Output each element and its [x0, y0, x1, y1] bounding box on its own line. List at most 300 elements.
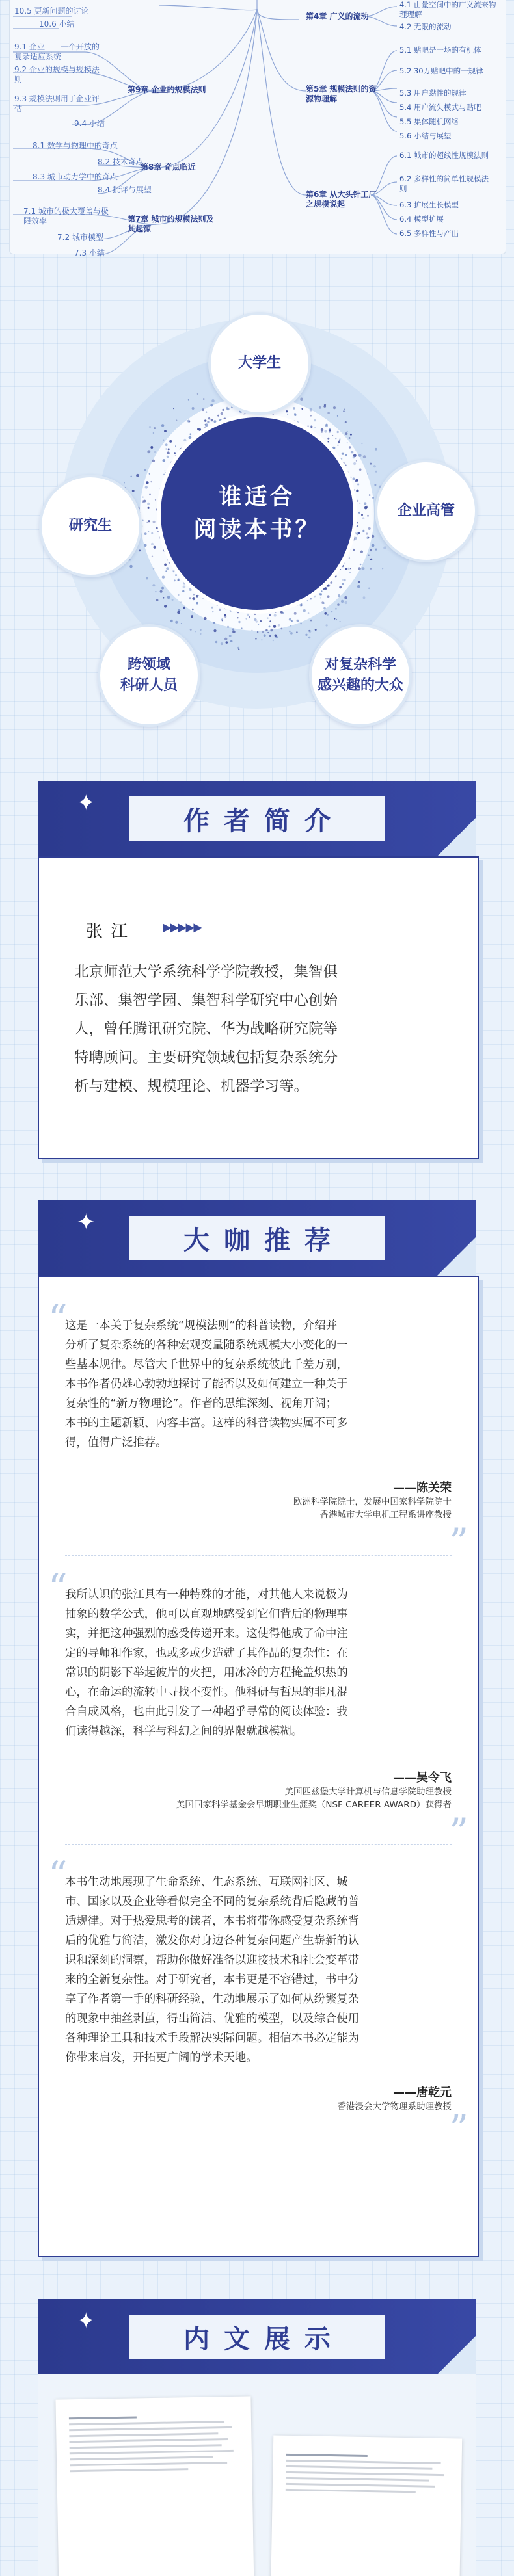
audience-center-line1: 谁适合	[219, 484, 295, 510]
decor-dot	[370, 549, 372, 551]
decor-dot	[165, 448, 167, 449]
decor-dot	[148, 507, 150, 509]
decor-dot	[158, 524, 159, 525]
mindmap-chapter: 第4章 广义的流动	[306, 12, 369, 21]
decor-dot	[209, 599, 211, 601]
decor-dot	[321, 432, 323, 433]
review-line: 本书的主题新颖、内容丰富。这样的科普读物实属不可多	[65, 1417, 348, 1430]
mindmap-chapter: 第6章 从大头针工厂之规模说起	[306, 190, 377, 209]
audience-node-label: 对复杂科学	[324, 657, 396, 673]
decor-dot	[367, 515, 369, 517]
decor-dot	[339, 586, 342, 589]
decor-dot	[324, 430, 327, 432]
decor-dot	[305, 634, 307, 636]
decor-dot	[213, 622, 215, 624]
decor-dot	[170, 462, 173, 464]
audience-section	[0, 306, 514, 748]
review-line: 我所认识的张江具有一种特殊的才能，对其他人来说极为	[65, 1588, 348, 1601]
decor-dot	[175, 621, 178, 624]
decor-dot	[353, 531, 356, 534]
decor-dot	[280, 628, 282, 630]
decor-dot	[255, 638, 257, 640]
decor-dot	[157, 504, 159, 506]
decor-dot	[153, 521, 156, 523]
decor-dot	[175, 455, 176, 456]
audience-node-graduate	[39, 475, 142, 577]
decor-dot	[145, 486, 148, 488]
decor-dot	[293, 421, 296, 423]
decor-dot	[335, 438, 336, 439]
decor-dot	[372, 544, 375, 547]
decor-dot	[202, 430, 204, 431]
decor-dot	[344, 579, 346, 581]
decor-dot	[351, 451, 353, 453]
decor-dot	[243, 413, 246, 415]
decor-dot	[217, 415, 219, 417]
decor-dot	[294, 612, 297, 615]
decor-dot	[156, 527, 158, 529]
decor-dot	[232, 631, 236, 634]
decor-dot	[160, 590, 163, 593]
decor-dot	[287, 414, 288, 415]
decor-dot	[232, 628, 234, 630]
quote-close-icon: ”	[449, 1810, 468, 1854]
decor-dot	[247, 614, 249, 616]
decor-dot	[325, 588, 327, 590]
decor-dot	[372, 497, 374, 499]
author-bio-line: 特聘顾问。主要研究领域包括复杂系统分	[74, 1049, 338, 1066]
decor-dot	[161, 424, 164, 427]
contents-mindmap	[0, 0, 514, 267]
decor-dot	[348, 547, 351, 550]
decor-dot	[264, 634, 266, 637]
decor-dot	[226, 408, 229, 410]
decor-dot	[161, 587, 164, 590]
decor-dot	[224, 614, 226, 616]
decor-dot	[144, 469, 146, 471]
decor-dot	[167, 559, 168, 560]
decor-dot	[221, 642, 223, 645]
decor-dot	[200, 629, 202, 631]
review-line: 本书生动地展现了生命系统、生态系统、互联网社区、城	[65, 1876, 348, 1889]
decor-dot	[222, 409, 224, 411]
decor-dot	[163, 459, 166, 462]
decor-dot	[332, 435, 333, 436]
review-text	[65, 1873, 449, 2068]
decor-dot	[262, 631, 264, 633]
decor-dot	[237, 647, 239, 649]
decor-dot	[189, 588, 192, 591]
decor-dot	[176, 454, 179, 456]
decor-dot	[314, 596, 316, 598]
decor-dot	[229, 635, 232, 637]
mindmap-right-item: 4.1 由量空间中的广义流来物理理解	[399, 0, 496, 19]
decor-dot	[174, 579, 176, 581]
decor-dot	[327, 595, 330, 598]
decor-dot	[347, 568, 350, 570]
decor-dot	[362, 530, 364, 532]
decor-dot	[183, 607, 185, 609]
decor-dot	[192, 407, 195, 410]
decor-dot	[310, 598, 312, 599]
decor-dot	[290, 625, 291, 626]
decor-dot	[269, 620, 271, 622]
audience-node-label: 研究生	[68, 518, 112, 534]
mindmap-chapter: 第5章 规模法则的资源物理解	[306, 85, 377, 103]
decor-dot	[178, 594, 180, 596]
arrows-icon: ▶▶▶▶▶	[163, 921, 202, 934]
decor-dot	[353, 490, 355, 492]
decor-dot	[315, 629, 317, 631]
decor-dot	[129, 565, 133, 568]
decor-dot	[169, 440, 172, 443]
decor-dot	[321, 590, 322, 592]
mindmap-left-item: 9.4 小结	[74, 119, 105, 128]
decor-dot	[130, 476, 132, 478]
decor-dot	[269, 625, 271, 627]
decor-dot	[354, 503, 357, 506]
review-line: 来的全新复杂性。对于研究者，本书更是不容错过，书中分	[65, 1973, 360, 1986]
decor-dot	[204, 419, 206, 421]
decor-dot	[167, 456, 169, 458]
decor-dot	[251, 630, 252, 631]
decor-dot	[329, 428, 331, 430]
decor-dot	[149, 426, 151, 428]
author-bio-line: 人，曾任腾讯研究院、华为战略研究院等	[74, 1021, 338, 1038]
decor-dot	[370, 463, 372, 465]
review-text	[65, 1585, 449, 1741]
decor-dot	[336, 619, 337, 620]
decor-dot	[320, 597, 321, 598]
decor-dot	[161, 540, 163, 542]
audience-node-public	[309, 624, 412, 727]
decor-dot	[189, 436, 192, 439]
decor-dot	[363, 596, 366, 599]
decor-dot	[294, 413, 296, 415]
decor-dot	[345, 601, 347, 604]
review-line: 们读得越深，科学与科幻之间的界限就越模糊。	[65, 1725, 303, 1738]
mindmap-chapter: 第9章 企业的规模法则	[128, 85, 206, 94]
decor-dot	[211, 399, 215, 402]
decor-dot	[345, 465, 346, 466]
decor-dot	[299, 603, 302, 606]
decor-dot	[237, 611, 240, 614]
decor-dot	[342, 579, 343, 581]
mindmap-left-item: 10.5 更新问题的讨论	[14, 7, 89, 16]
reviewer-affiliation: 美国国家科学基金会早期职业生涯奖（NSF CAREER AWARD）获得者	[176, 1800, 452, 1810]
decor-dot	[300, 623, 302, 625]
decor-dot	[159, 537, 161, 539]
decor-dot	[260, 620, 262, 622]
decor-dot	[271, 629, 273, 631]
reviewer-affiliation: 欧洲科学院院士，发展中国家科学院院士	[293, 1497, 452, 1507]
decor-dot	[177, 611, 180, 614]
decor-dot	[323, 602, 325, 604]
decor-dot	[148, 520, 150, 522]
reviews-banner	[38, 1200, 476, 1276]
decor-dot	[167, 451, 170, 454]
decor-dot	[226, 641, 228, 644]
decor-dot	[296, 631, 297, 633]
decor-dot	[334, 575, 336, 577]
decor-dot	[154, 451, 156, 453]
reviewer-affiliation: 香港城市大学电机工程系讲座教授	[319, 1510, 452, 1520]
decor-dot	[353, 462, 356, 465]
decor-dot	[198, 592, 201, 596]
decor-dot	[153, 432, 154, 434]
decor-dot	[358, 512, 360, 514]
quote-open-icon: “	[48, 1566, 68, 1610]
review-line: 定的导师和作家，也或多或少造就了其作品的复杂性：在	[65, 1647, 348, 1660]
decor-dot	[357, 500, 358, 502]
decor-dot	[353, 456, 355, 458]
audience-center	[161, 417, 353, 610]
decor-dot	[190, 440, 191, 441]
decor-dot	[321, 428, 324, 432]
decor-dot	[219, 609, 221, 611]
decor-dot	[358, 454, 362, 457]
decor-dot	[146, 522, 148, 523]
audience-node-label: 企业高管	[397, 503, 455, 519]
decor-dot	[358, 581, 360, 583]
mindmap-left-item: 8.3 城市动力学中的奇点	[33, 172, 118, 181]
decor-dot	[213, 420, 216, 423]
audience-node-executive	[375, 460, 478, 562]
decor-dot	[286, 410, 288, 412]
quote-close-icon: ”	[449, 1520, 468, 1564]
decor-dot	[331, 611, 332, 612]
decor-dot	[195, 631, 196, 632]
decor-dot	[230, 611, 232, 612]
review-signature	[176, 1768, 452, 1811]
decor-dot	[222, 620, 223, 621]
decor-dot	[345, 568, 347, 570]
mindmap-left-item: 7.3 小结	[74, 248, 105, 257]
decor-dot	[174, 452, 176, 454]
decor-dot	[139, 549, 141, 551]
decor-dot	[146, 481, 149, 484]
decor-dot	[361, 443, 362, 444]
decor-dot	[314, 427, 316, 428]
decor-dot	[308, 630, 311, 633]
audience-node-student	[208, 312, 311, 415]
audience-node-researcher	[98, 624, 200, 727]
decor-dot	[323, 607, 326, 610]
decor-dot	[189, 421, 191, 423]
review-line: 的现象中抽丝剥茧，得出简洁、优雅的模型，以及综合使用	[65, 2012, 360, 2025]
decor-dot	[372, 535, 374, 538]
decor-dot	[337, 445, 339, 447]
decor-dot	[329, 431, 331, 433]
decor-dot	[176, 419, 177, 421]
decor-dot	[164, 605, 167, 607]
decor-dot	[132, 490, 135, 492]
decor-dot	[327, 438, 329, 440]
decor-dot	[168, 448, 170, 450]
decor-dot	[164, 470, 165, 471]
decor-dot	[204, 424, 206, 425]
decor-dot	[353, 538, 355, 541]
review-line: 合自成风格，也由此引发了一种超乎寻常的阅读体验：我	[65, 1705, 348, 1718]
decor-dot	[357, 525, 358, 527]
decor-dot	[363, 455, 366, 458]
decor-dot	[302, 408, 303, 410]
decor-dot	[303, 609, 306, 612]
decor-dot	[359, 503, 360, 504]
decor-dot	[268, 611, 271, 613]
preview-page-left	[55, 2396, 254, 2576]
mindmap-right-item: 4.2 无限的流动	[399, 22, 452, 31]
decor-dot	[261, 639, 262, 640]
decor-dot	[350, 477, 352, 479]
banner-corner	[437, 2335, 476, 2374]
mindmap-right-item: 5.2 30万贴吧中的一规律	[399, 66, 483, 75]
decor-dot	[258, 624, 259, 625]
author-title: 作者简介	[129, 796, 385, 841]
decor-dot	[152, 460, 155, 462]
decor-dot	[202, 408, 203, 410]
decor-dot	[310, 415, 312, 416]
decor-dot	[327, 584, 331, 587]
decor-dot	[345, 432, 347, 435]
decor-dot	[340, 458, 342, 460]
decor-dot	[170, 620, 173, 622]
decor-dot	[166, 567, 169, 570]
decor-dot	[191, 615, 193, 618]
decor-dot	[165, 443, 168, 446]
sparkle-icon: ✦	[77, 1209, 96, 1235]
decor-dot	[338, 441, 340, 443]
decor-dot	[366, 532, 368, 534]
decor-dot	[324, 612, 327, 615]
decor-dot	[367, 473, 368, 475]
decor-dot	[162, 576, 165, 579]
mindmap-left-item: 10.6 小结	[39, 20, 75, 29]
decor-dot	[165, 570, 167, 572]
decor-dot	[334, 573, 336, 575]
decor-dot	[183, 439, 186, 441]
decor-dot	[278, 624, 280, 627]
decor-dot	[325, 424, 327, 426]
review-line: 些基本规律。尽管大千世界中的复杂系统彼此千差万别，	[65, 1358, 348, 1371]
decor-dot	[142, 520, 143, 521]
decor-dot	[200, 432, 202, 433]
banner-corner	[437, 817, 476, 856]
decor-dot	[208, 421, 210, 423]
decor-dot	[148, 531, 150, 532]
review-line: 适规律。对于热爱思考的读者，本书将带你感受复杂系统背	[65, 1915, 360, 1928]
decor-dot	[190, 629, 192, 631]
reviews-card	[38, 1276, 479, 2257]
decor-dot	[310, 620, 312, 622]
decor-dot	[180, 601, 182, 603]
decor-dot	[249, 616, 250, 618]
preview-page-right	[271, 2435, 462, 2576]
decor-dot	[182, 590, 184, 592]
mindmap-right-item: 5.1 贴吧是一场的有机体	[399, 46, 481, 55]
review-line: 实，并把这种强烈的感受传递开来。这使得他成了命中注	[65, 1627, 348, 1640]
decor-dot	[280, 611, 283, 614]
decor-dot	[274, 614, 277, 617]
decor-dot	[165, 472, 167, 475]
decor-dot	[370, 559, 372, 560]
decor-dot	[169, 561, 171, 564]
decor-dot	[362, 567, 365, 570]
decor-dot	[273, 414, 274, 415]
decor-dot	[342, 583, 344, 585]
decor-dot	[355, 500, 356, 501]
decor-dot	[151, 532, 153, 534]
decor-dot	[360, 564, 362, 566]
decor-dot	[211, 607, 213, 609]
decor-dot	[356, 522, 358, 524]
sparkle-icon: ✦	[77, 2308, 96, 2334]
mindmap-right-item: 5.3 用户黏性的规律	[399, 88, 467, 98]
decor-dot	[241, 627, 243, 629]
decor-dot	[328, 441, 329, 443]
decor-dot	[357, 585, 360, 588]
decor-dot	[267, 632, 269, 633]
decor-dot	[124, 482, 125, 484]
review-line: 常识的阴影下举起彼岸的火把，用冰冷的方程掩盖炽热的	[65, 1666, 348, 1679]
decor-dot	[221, 412, 223, 415]
audience-node-label: 大学生	[237, 355, 281, 371]
decor-dot	[156, 599, 159, 601]
decor-dot	[319, 406, 321, 409]
decor-dot	[382, 568, 383, 570]
decor-dot	[196, 602, 198, 605]
decor-dot	[368, 527, 371, 530]
decor-dot	[203, 398, 205, 400]
decor-dot	[310, 425, 312, 427]
decor-dot	[254, 618, 256, 621]
decor-dot	[188, 399, 189, 401]
decor-dot	[337, 603, 340, 606]
decor-dot	[350, 568, 351, 570]
mindmap-left-item: 7.1 城市的极大覆盖与极限效率	[23, 207, 109, 226]
decor-dot	[214, 629, 215, 630]
decor-dot	[307, 600, 308, 601]
decor-dot	[160, 488, 162, 490]
review-signature	[338, 2083, 452, 2113]
decor-dot	[257, 631, 258, 633]
audience-node-label: 跨领域	[127, 657, 170, 673]
decor-dot	[323, 405, 326, 408]
decor-dot	[319, 593, 321, 595]
decor-dot	[359, 468, 362, 471]
decor-dot	[332, 447, 335, 449]
decor-dot	[357, 483, 359, 485]
decor-dot	[164, 564, 167, 566]
decor-dot	[335, 608, 337, 610]
decor-dot	[347, 431, 348, 432]
decor-dot	[368, 537, 369, 538]
author-card	[38, 856, 479, 1159]
reviews-title: 大咖推荐	[129, 1216, 385, 1260]
decor-dot	[151, 543, 154, 545]
decor-dot	[327, 412, 330, 414]
decor-dot	[342, 562, 344, 564]
decor-dot	[155, 499, 156, 501]
decor-dot	[300, 398, 303, 401]
decor-dot	[308, 637, 310, 638]
mindmap-right-item: 6.2 多样性的简单性规模法则	[399, 174, 489, 193]
decor-dot	[189, 597, 191, 599]
decor-dot	[129, 559, 131, 560]
decor-dot	[341, 600, 344, 603]
decor-dot	[212, 611, 213, 612]
decor-dot	[300, 601, 303, 604]
